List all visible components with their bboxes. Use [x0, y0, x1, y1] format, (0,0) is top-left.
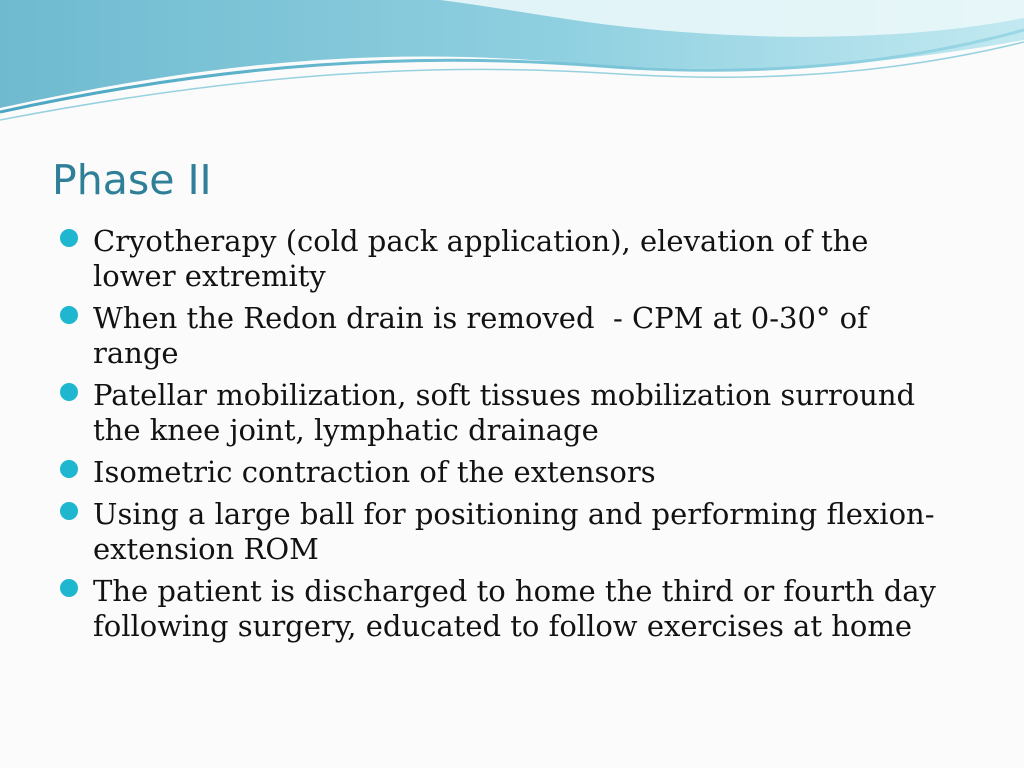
bullet-dot-icon [60, 502, 78, 520]
bullet-dot-icon [60, 229, 78, 247]
list-item [60, 574, 960, 644]
bullet-dot-icon [60, 460, 78, 478]
bullet-list [60, 224, 960, 651]
bullet-text: Patellar mobilization, soft tissues mobilization surround the knee joint, lymphatic drainage [93, 378, 925, 447]
list-item [60, 301, 960, 371]
list-item [60, 378, 960, 448]
bullet-dot-icon [60, 579, 78, 597]
header-wave-decoration [0, 0, 1024, 130]
bullet-dot-icon [60, 383, 78, 401]
bullet-text: Isometric contraction of the extensors [93, 455, 656, 489]
bullet-text: The patient is discharged to home the third or fourth day following surgery, educated to follow exercises at home [93, 574, 946, 643]
bullet-text: Cryotherapy (cold pack application), elevation of the lower extremity [93, 224, 878, 293]
list-item [60, 455, 960, 490]
list-item [60, 224, 960, 294]
bullet-dot-icon [60, 306, 78, 324]
bullet-text: Using a large ball for positioning and performing flexion-extension ROM [93, 497, 935, 566]
slide-title: Phase II [52, 156, 212, 204]
bullet-text: When the Redon drain is removed - CPM at 0-30° of range [93, 301, 878, 370]
list-item [60, 497, 960, 567]
